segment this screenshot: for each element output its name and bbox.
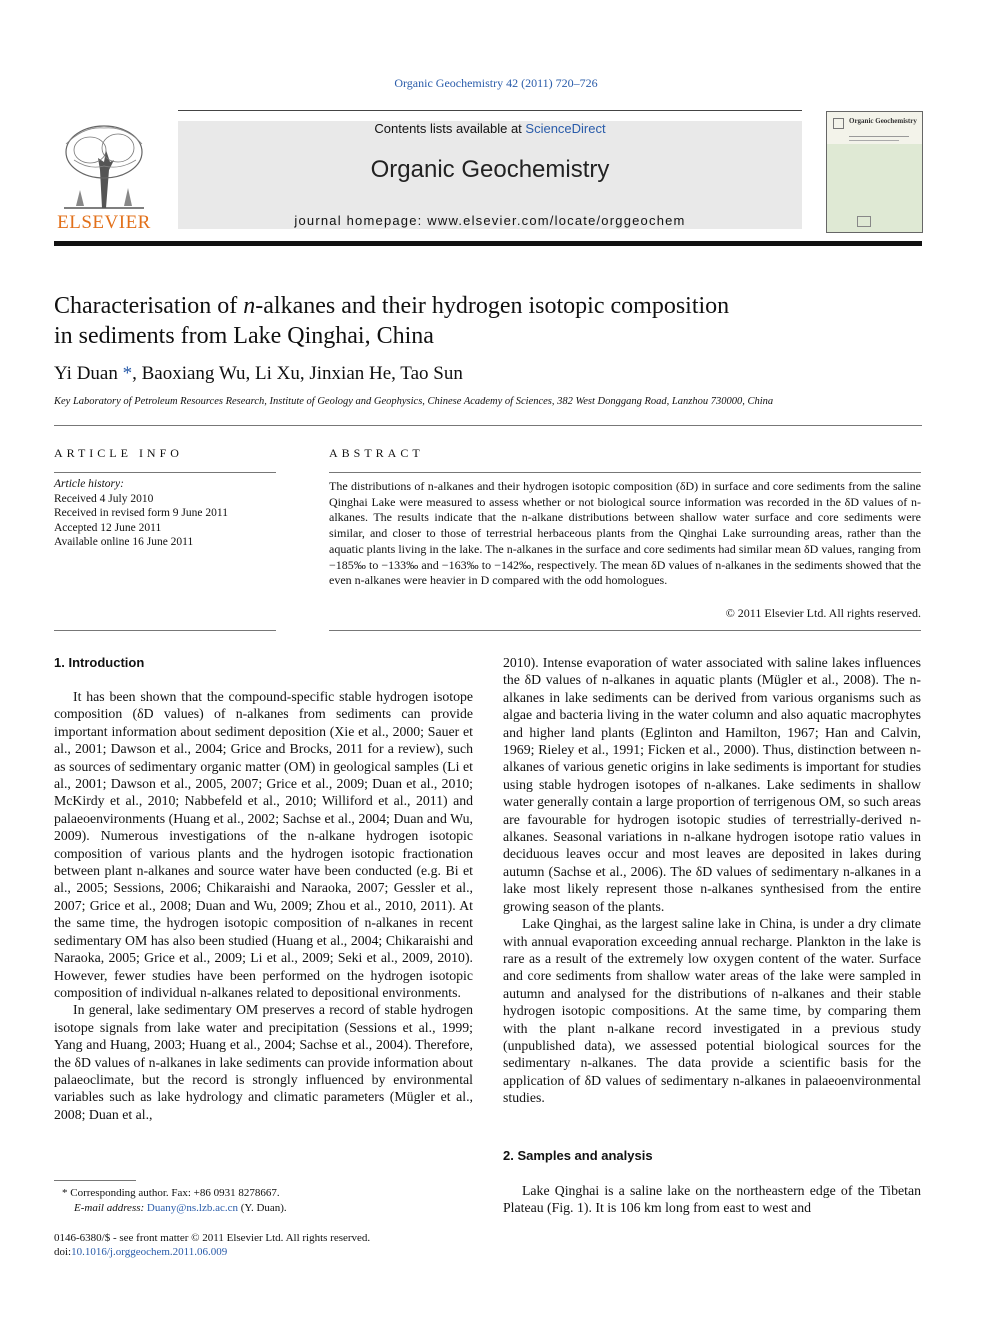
email-label: E-mail address: bbox=[74, 1202, 147, 1214]
cover-publisher-icon bbox=[857, 216, 871, 227]
title-line1-post: -alkanes and their hydrogen isotopic composition bbox=[255, 293, 730, 319]
left-column bbox=[54, 688, 473, 1123]
sciencedirect-link[interactable]: ScienceDirect bbox=[525, 121, 606, 136]
article-info-rule bbox=[54, 472, 276, 473]
title-italic-n: n bbox=[243, 293, 256, 319]
abstract-label: ABSTRACT bbox=[329, 446, 424, 460]
author-first: Yi Duan bbox=[54, 363, 118, 384]
footnote-corresponding: * Corresponding author. Fax: +86 0931 8278667. bbox=[62, 1187, 280, 1199]
journal-homepage[interactable]: journal homepage: www.elsevier.com/locate/orggeochem bbox=[294, 213, 686, 228]
footnote-email bbox=[74, 1201, 287, 1215]
contents-line bbox=[178, 121, 802, 136]
header-top-rule bbox=[178, 110, 802, 111]
section-heading-samples: 2. Samples and analysis bbox=[503, 1148, 653, 1163]
elsevier-wordmark: ELSEVIER bbox=[57, 212, 151, 233]
corresponding-author-mark[interactable]: * bbox=[122, 363, 133, 384]
cover-title: Organic Geochemistry bbox=[849, 117, 917, 125]
abstract-copyright: © 2011 Elsevier Ltd. All rights reserved. bbox=[725, 606, 921, 620]
title-line1-pre: Characterisation of bbox=[54, 293, 244, 319]
author-others: , Baoxiang Wu, Li Xu, Jinxian He, Tao Sun bbox=[132, 363, 463, 384]
doi-link[interactable]: 10.1016/j.orggeochem.2011.06.009 bbox=[71, 1246, 228, 1258]
issn-line: 0146-6380/$ - see front matter © 2011 Elsevier Ltd. All rights reserved. bbox=[54, 1232, 371, 1244]
samples-column bbox=[503, 1182, 921, 1217]
doi-line bbox=[54, 1245, 227, 1259]
article-info-label: ARTICLE INFO bbox=[54, 446, 183, 460]
history-label: Article history: bbox=[54, 478, 124, 490]
article-history bbox=[54, 477, 228, 550]
abstract-text: The distributions of n-alkanes and their hydrogen isotopic composition (δD) in surface and core sediments from the saline Qinghai Lake were measured to assess whether or not biological source information was recorded in the δD values of n-alkanes. The results indicate that the n-alkane distributions between shallow water surface and core sediments were similar, and closer to those of terrestrial herbaceous plants from the Qinghai Lake surrounding areas, rather than the aquatic plants living in the lake. The n-alkanes in the surface and core sediments had similar mean δD values, ranging from −185‰ to −133‰ and −163‰ to −142‰, respectively. The mean δD values of n-alkanes in the sediments showed that the even n-alkanes were heavier in D compared with the odd homologues. bbox=[329, 479, 921, 588]
abstract-rule bbox=[329, 472, 921, 473]
journal-title: Organic Geochemistry bbox=[370, 156, 610, 183]
intro-paragraph-2: In general, lake sedimentary OM preserves a record of stable hydrogen isotope signals from lake water and precipitation (Sessions et al., 1999; Yang and Huang, 2003; Huang et al., 2004; Sachse et al., 2004). Therefore, the δD values of n-alkanes in lake sediments can provide information about palaeoclimate, but the record is strongly influenced by environmental variables such as lake hydrology and climatic parameters (Mügler et al., 2008; Duan et al., bbox=[54, 1002, 473, 1122]
samples-paragraph-1: Lake Qinghai is a saline lake on the northeastern edge of the Tibetan Plateau (Fig. 1). It is 106 km long from east to west and bbox=[503, 1183, 921, 1216]
footnote-rule bbox=[54, 1180, 136, 1181]
affiliation: Key Laboratory of Petroleum Resources Research, Institute of Geology and Geophysics, Chinese Academy of Sciences, 382 West Donggang Road, Lanzhou 730000, China bbox=[54, 396, 774, 407]
doi-prefix: doi: bbox=[54, 1246, 72, 1258]
email-link[interactable]: Duany@ns.lzb.ac.cn bbox=[146, 1202, 238, 1214]
right-column bbox=[503, 654, 921, 1107]
history-accepted: Accepted 12 June 2011 bbox=[54, 521, 162, 534]
intro-paragraph-3: 2010). Intense evaporation of water associated with saline lakes influences the δD values of n-alkanes in aquatic plants (Mügler et al., 2008). The n-alkanes in lake sediments can be derived from various organisms such as algae and bacteria living in the water column and also aquatic macrophytes and higher land plants (Eglinton and Hamilton, 1967; Han and Calvin, 1969; Rieley et al., 1991; Ficken et al., 2000). Thus, distinction between n-alkanes of various genetic origins in lake sediments is important for studies using stable hydrogen isotopes of n-alkanes. Lake sediments in shallow water generally contain a large proportion of terrigenous OM, so such areas are favourable for hydrogen isotopic studies of terrestrially-derived n-alkanes. Seasonal variations in n-alkane hydrogen isotope ratio values in deciduous leaves occur and most leaves are deposited in lakes during autumn (Sachse et al., 2006). The δD values of sedimentary n-alkanes in a lake most likely represent those n-alkanes synthesised from the entire growing season of the plants. bbox=[503, 655, 921, 914]
abstract-bottom-rule bbox=[329, 630, 921, 631]
article-title bbox=[54, 291, 894, 351]
history-revised: Received in revised form 9 June 2011 bbox=[54, 507, 228, 519]
intro-paragraph-1: It has been shown that the compound-specific stable hydrogen isotope composition (δD values) of n-alkanes from sediments can provide important information about sediment deposition (Xie et al., 2000; Sauer et al., 2001; Dawson et al., 2004; Grice and Brocks, 2011 for a review), such as sources of sedimentary organic matter (OM) in geological samples (Li et al., 2001; Dawson et al., 2005, 2007; Grice et al., 2009; Duan et al., 2010; McKirdy et al., 2010; Nabbefeld et al., 2010; Williford et al., 2011) and palaeoenvironments (Huang et al., 2002; Sachse et al., 2004; Duan and Wu, 2009). Numerous investigations of the n-alkane hydrogen isotopic composition of various plants and the hydrogen isotopic fractionation between plant n-alkanes and source water have been conducted (e.g. Bi et al., 2005; Sessions, 2006; Chikaraishi and Naraoka, 2007; Gessler et al., 2007; Grice et al., 2008; Duan and Wu, 2009; Zhou et al., 2010, 2011). At the same time, the hydrogen isotopic composition of n-alkanes in recent sedimentary OM has also been studied (Huang et al., 2004; Chikaraishi and Naraoka, 2005; Grice et al., 2009; Li et al., 2009; Seki et al., 2009, 2010). However, fewer studies have been performed on the hydrogen isotopic composition of individual n-alkanes related to depositional environments. bbox=[54, 689, 473, 1000]
intro-paragraph-4: Lake Qinghai, as the largest saline lake in China, is under a dry climate with annual evaporation exceeding annual recharge. Plankton in the lake is rare as a result of the extremely low oxygen content of the water. Surface and core sediments from shallow water areas of the lake were sampled in autumn and analysed for the distributions of n-alkanes and their stable hydrogen isotopic compositions. At the same time, by comparing them with the plant n-alkane record investigated in a previous study (unpublished data), we assessed potential biological sources for the sedimentary n-alkanes. The data provide a scientific basis for the application of δD values of sedimentary n-alkanes in palaeoenvironmental studies. bbox=[503, 916, 921, 1106]
contents-prefix: Contents lists available at bbox=[374, 121, 526, 136]
elsevier-logo bbox=[54, 120, 154, 232]
title-line2: in sediments from Lake Qinghai, China bbox=[54, 323, 434, 349]
email-suffix: (Y. Duan). bbox=[238, 1202, 287, 1214]
journal-cover bbox=[826, 111, 923, 233]
history-received: Received 4 July 2010 bbox=[54, 492, 154, 505]
history-online: Available online 16 June 2011 bbox=[54, 536, 194, 548]
section-heading-introduction: 1. Introduction bbox=[54, 655, 145, 670]
journal-citation[interactable]: Organic Geochemistry 42 (2011) 720–726 bbox=[394, 76, 598, 90]
header-thick-rule bbox=[54, 241, 922, 246]
author-list bbox=[54, 363, 463, 385]
divider-after-affiliation bbox=[54, 425, 922, 426]
cover-emblem-icon bbox=[833, 118, 844, 129]
article-info-bottom-rule bbox=[54, 630, 276, 631]
